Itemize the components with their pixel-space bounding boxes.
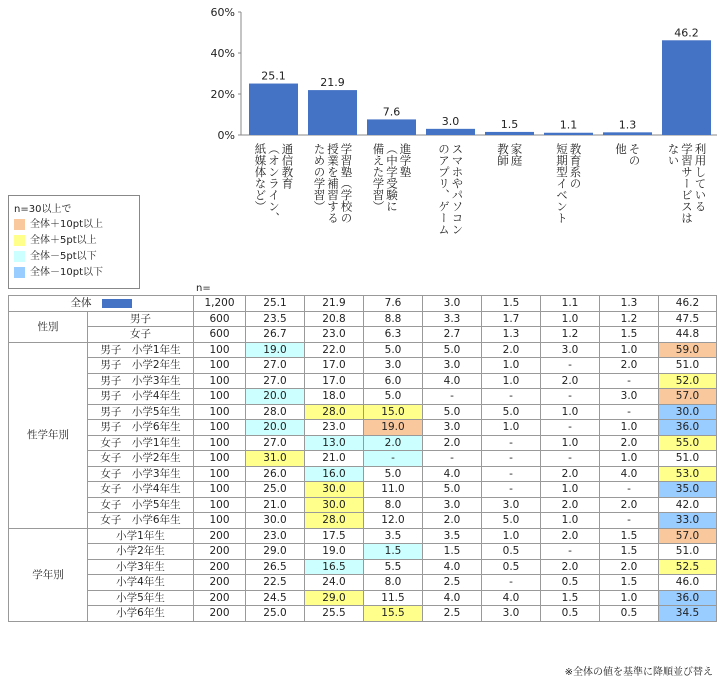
legend-label: 全体＋10pt以上 [30, 219, 103, 230]
table-cell: 0.5 [541, 575, 600, 591]
category-label: その 他 [614, 143, 642, 166]
table-cell: 52.0 [659, 373, 717, 389]
row-label: 女子 小学4年生 [88, 482, 194, 498]
table-cell: 1.7 [482, 311, 541, 327]
table-cell: 23.5 [246, 311, 305, 327]
table-cell: 25.0 [246, 606, 305, 622]
table-row [9, 466, 717, 482]
table-row [9, 528, 717, 544]
table-cell: 44.8 [659, 327, 717, 343]
table-cell: 19.0 [246, 342, 305, 358]
table-cell: 2.0 [600, 559, 659, 575]
legend-label: 全体＋5pt以上 [30, 235, 97, 246]
table-row [9, 342, 717, 358]
sample-size: 100 [194, 497, 246, 513]
table-cell: 22.0 [305, 342, 364, 358]
bar-value-label: 46.2 [674, 26, 699, 40]
table-cell: - [482, 435, 541, 451]
legend-title: n=30以上で [14, 204, 72, 215]
table-cell: 17.0 [305, 358, 364, 374]
table-cell: - [482, 451, 541, 467]
table-cell: 1.5 [600, 544, 659, 560]
table-cell: 1.0 [482, 373, 541, 389]
data-table [8, 295, 717, 622]
legend-item-plus5 [14, 234, 132, 248]
table-cell: 4.0 [423, 590, 482, 606]
table-cell: 1.0 [482, 420, 541, 436]
table-cell: 8.0 [364, 497, 423, 513]
table-cell: 27.0 [246, 373, 305, 389]
sample-size: 600 [194, 327, 246, 343]
sample-size: 100 [194, 342, 246, 358]
table-cell: 25.1 [246, 296, 305, 312]
table-cell: 1.5 [541, 590, 600, 606]
legend-swatch [14, 235, 25, 246]
row-label: 女子 [88, 327, 194, 343]
bar-value-label: 3.0 [441, 114, 460, 128]
table-cell: 42.0 [659, 497, 717, 513]
table-cell: 23.0 [305, 327, 364, 343]
legend-swatch [14, 267, 25, 278]
table-cell: 2.0 [423, 435, 482, 451]
sample-size: 100 [194, 404, 246, 420]
table-cell: 46.2 [659, 296, 717, 312]
table-cell: 25.5 [305, 606, 364, 622]
category-label: スマホやパソコン のアプリ、ゲーム [437, 143, 465, 235]
table-cell: 1.0 [541, 482, 600, 498]
table-cell: 4.0 [423, 466, 482, 482]
footnote: ※全体の値を基準に降順並び替え [564, 667, 713, 678]
table-cell: 27.0 [246, 435, 305, 451]
table-cell: 4.0 [423, 373, 482, 389]
table-cell: 0.5 [600, 606, 659, 622]
sample-size: 200 [194, 575, 246, 591]
table-cell: 21.0 [246, 497, 305, 513]
table-cell: 3.0 [423, 497, 482, 513]
bar [308, 90, 357, 135]
table-cell: 3.5 [423, 528, 482, 544]
sample-size: 200 [194, 606, 246, 622]
n-header: n= [196, 283, 211, 294]
table-cell: - [600, 404, 659, 420]
group-label: 性別 [9, 311, 88, 342]
table-cell: 2.7 [423, 327, 482, 343]
table-cell: 5.0 [423, 482, 482, 498]
table-cell: 2.0 [541, 528, 600, 544]
row-label: 男子 小学5年生 [88, 404, 194, 420]
table-row [9, 559, 717, 575]
table-cell: 19.0 [364, 420, 423, 436]
table-cell: 21.0 [305, 451, 364, 467]
table-row [9, 606, 717, 622]
category-label: 学習塾（学校の 授業を補習する ための学習） [312, 143, 354, 224]
sample-size: 100 [194, 466, 246, 482]
table-cell: 1.0 [541, 404, 600, 420]
table-cell: 3.0 [364, 358, 423, 374]
table-cell: 1.0 [541, 435, 600, 451]
table-cell: 51.0 [659, 451, 717, 467]
sample-size: 1,200 [194, 296, 246, 312]
table-cell: 51.0 [659, 358, 717, 374]
bar [249, 84, 298, 135]
table-cell: 46.0 [659, 575, 717, 591]
y-tick-label: 0% [217, 129, 235, 142]
table-cell: 15.5 [364, 606, 423, 622]
table-cell: - [541, 389, 600, 405]
table-cell: 28.0 [305, 513, 364, 529]
table-cell: 2.0 [600, 497, 659, 513]
y-tick-label: 60% [210, 6, 235, 19]
table-cell: 57.0 [659, 389, 717, 405]
table-cell: 8.8 [364, 311, 423, 327]
table-cell: 36.0 [659, 590, 717, 606]
table-cell: 1.2 [600, 311, 659, 327]
table-row [9, 435, 717, 451]
table-row [9, 327, 717, 343]
table-cell: 53.0 [659, 466, 717, 482]
table-cell: 23.0 [305, 420, 364, 436]
table-cell: 17.5 [305, 528, 364, 544]
table-cell: 3.0 [423, 420, 482, 436]
table-cell: 24.5 [246, 590, 305, 606]
table-cell: 16.5 [305, 559, 364, 575]
table-row [9, 358, 717, 374]
table-cell: 1.3 [600, 296, 659, 312]
table-cell: 25.0 [246, 482, 305, 498]
row-label [9, 296, 194, 312]
table-cell: 5.0 [364, 342, 423, 358]
table-cell: 12.0 [364, 513, 423, 529]
y-tick-label: 20% [210, 88, 235, 101]
table-cell: 1.5 [600, 327, 659, 343]
legend-item-minus5 [14, 250, 132, 264]
table-row [9, 544, 717, 560]
total-bar-swatch [102, 299, 132, 308]
legend-label: 全体－5pt以下 [30, 251, 97, 262]
table-cell: 1.0 [600, 342, 659, 358]
sample-size: 200 [194, 559, 246, 575]
table-cell: 11.5 [364, 590, 423, 606]
row-label: 女子 小学6年生 [88, 513, 194, 529]
bar [426, 129, 475, 135]
row-label: 女子 小学5年生 [88, 497, 194, 513]
table-cell: 19.0 [305, 544, 364, 560]
table-cell: 1.5 [600, 575, 659, 591]
table-cell: 4.0 [600, 466, 659, 482]
table-cell: - [541, 544, 600, 560]
table-cell: 3.0 [482, 497, 541, 513]
legend-item-plus10 [14, 218, 132, 232]
sample-size: 200 [194, 528, 246, 544]
table-cell: 26.5 [246, 559, 305, 575]
category-label: 教育系の 短期型イベント [555, 143, 583, 224]
y-tick-label: 40% [210, 47, 235, 60]
sample-size: 100 [194, 451, 246, 467]
table-cell: 8.0 [364, 575, 423, 591]
table-cell: 22.5 [246, 575, 305, 591]
table-cell: - [600, 373, 659, 389]
table-row [9, 404, 717, 420]
table-cell: - [541, 358, 600, 374]
bar-value-label: 25.1 [261, 69, 286, 83]
table-cell: 52.5 [659, 559, 717, 575]
row-label: 女子 小学2年生 [88, 451, 194, 467]
table-cell: 30.0 [659, 404, 717, 420]
table-cell: 1.5 [600, 528, 659, 544]
table-cell: 20.0 [246, 420, 305, 436]
table-cell: 3.0 [600, 389, 659, 405]
table-cell: 20.0 [246, 389, 305, 405]
table-cell: 5.0 [482, 513, 541, 529]
legend-swatch [14, 219, 25, 230]
table-cell: 1.1 [541, 296, 600, 312]
legend-label: 全体－10pt以下 [30, 267, 103, 278]
table-cell: 36.0 [659, 420, 717, 436]
table-cell: 16.0 [305, 466, 364, 482]
table-cell: 34.5 [659, 606, 717, 622]
sample-size: 100 [194, 482, 246, 498]
table-cell: 0.5 [482, 544, 541, 560]
table-cell: 2.5 [423, 606, 482, 622]
row-label: 男子 小学2年生 [88, 358, 194, 374]
row-label: 小学2年生 [88, 544, 194, 560]
table-cell: 5.0 [364, 466, 423, 482]
table-cell: 35.0 [659, 482, 717, 498]
table-cell: - [482, 466, 541, 482]
table-cell: 29.0 [305, 590, 364, 606]
table-cell: 18.0 [305, 389, 364, 405]
row-label: 男子 小学6年生 [88, 420, 194, 436]
row-label: 女子 小学1年生 [88, 435, 194, 451]
bar-value-label: 7.6 [382, 105, 401, 119]
sample-size: 100 [194, 358, 246, 374]
row-label: 男子 小学1年生 [88, 342, 194, 358]
table-cell: 5.0 [364, 389, 423, 405]
category-label: 進学塾 （中学受験に 備えた学習） [371, 143, 413, 212]
table-cell: 1.2 [541, 327, 600, 343]
table-cell: 2.0 [600, 358, 659, 374]
table-cell: 0.5 [541, 606, 600, 622]
table-cell: 5.0 [423, 342, 482, 358]
table-cell: 30.0 [305, 482, 364, 498]
sample-size: 100 [194, 373, 246, 389]
table-cell: - [482, 482, 541, 498]
table-row [9, 575, 717, 591]
table-row [9, 373, 717, 389]
bar [544, 133, 593, 135]
row-label: 小学1年生 [88, 528, 194, 544]
table-cell: 6.0 [364, 373, 423, 389]
bar [367, 119, 416, 135]
table-cell: - [423, 451, 482, 467]
row-label: 女子 小学3年生 [88, 466, 194, 482]
table-cell: 2.5 [423, 575, 482, 591]
table-cell: 55.0 [659, 435, 717, 451]
table-row [9, 497, 717, 513]
table-cell: 3.0 [423, 358, 482, 374]
table-cell: - [482, 389, 541, 405]
table-cell: 2.0 [482, 342, 541, 358]
table-cell: 4.0 [482, 590, 541, 606]
row-label: 男子 小学4年生 [88, 389, 194, 405]
table-cell: 2.0 [541, 373, 600, 389]
table-cell: 1.0 [541, 311, 600, 327]
table-cell: - [600, 482, 659, 498]
sample-size: 600 [194, 311, 246, 327]
table-cell: 5.0 [482, 404, 541, 420]
table-cell: 1.5 [482, 296, 541, 312]
row-label: 小学6年生 [88, 606, 194, 622]
sample-size: 100 [194, 420, 246, 436]
table-cell: 33.0 [659, 513, 717, 529]
table-cell: 3.0 [482, 606, 541, 622]
table-cell: 3.5 [364, 528, 423, 544]
table-cell: 0.5 [482, 559, 541, 575]
table-cell: 24.0 [305, 575, 364, 591]
table-row [9, 311, 717, 327]
table-cell: 2.0 [541, 466, 600, 482]
legend-item-minus10 [14, 266, 132, 280]
category-label: 通信教育 （オンライン、 紙媒体など） [253, 143, 295, 224]
table-cell: 17.0 [305, 373, 364, 389]
table-cell: 23.0 [246, 528, 305, 544]
table-cell: 29.0 [246, 544, 305, 560]
table-cell: 31.0 [246, 451, 305, 467]
legend [8, 195, 140, 289]
table-cell: - [482, 575, 541, 591]
table-cell: - [541, 420, 600, 436]
bar-value-label: 21.9 [320, 76, 345, 90]
table-cell: 59.0 [659, 342, 717, 358]
table-cell: - [364, 451, 423, 467]
table-cell: 1.0 [482, 528, 541, 544]
table-cell: 1.5 [364, 544, 423, 560]
table-row [9, 389, 717, 405]
table-cell: 21.9 [305, 296, 364, 312]
table-cell: 3.0 [423, 296, 482, 312]
table-cell: 2.0 [541, 559, 600, 575]
table-cell: 26.7 [246, 327, 305, 343]
table-row [9, 513, 717, 529]
table-cell: 1.3 [482, 327, 541, 343]
row-label: 男子 小学3年生 [88, 373, 194, 389]
table-cell: 1.0 [600, 420, 659, 436]
table-cell: 30.0 [305, 497, 364, 513]
sample-size: 200 [194, 544, 246, 560]
group-label: 学年別 [9, 528, 88, 621]
table-row [9, 451, 717, 467]
row-label: 男子 [88, 311, 194, 327]
table-row [9, 590, 717, 606]
bar [603, 132, 652, 135]
table-cell: - [541, 451, 600, 467]
table-cell: 1.0 [482, 358, 541, 374]
table-cell: 1.0 [541, 513, 600, 529]
table-cell: 1.0 [600, 451, 659, 467]
table-cell: 1.5 [423, 544, 482, 560]
table-cell: 11.0 [364, 482, 423, 498]
bar-value-label: 1.5 [500, 117, 519, 131]
table-cell: 26.0 [246, 466, 305, 482]
table-cell: 1.0 [600, 590, 659, 606]
table-row [9, 420, 717, 436]
table-cell: 28.0 [305, 404, 364, 420]
table-cell: 15.0 [364, 404, 423, 420]
table-cell: 28.0 [246, 404, 305, 420]
sample-size: 100 [194, 513, 246, 529]
table-row-total [9, 296, 717, 312]
table-cell: 27.0 [246, 358, 305, 374]
table-cell: 3.3 [423, 311, 482, 327]
bar-value-label: 1.1 [559, 118, 578, 132]
table-cell: 47.5 [659, 311, 717, 327]
table-cell: 4.0 [423, 559, 482, 575]
table-cell: 5.0 [423, 404, 482, 420]
table-cell: 57.0 [659, 528, 717, 544]
table-cell: - [423, 389, 482, 405]
bar [485, 132, 534, 135]
category-label: 利用している 学習サービスは ない [666, 143, 708, 224]
bar-value-label: 1.3 [618, 118, 637, 132]
bar [662, 40, 711, 135]
sample-size: 200 [194, 590, 246, 606]
table-cell: 7.6 [364, 296, 423, 312]
category-label: 家庭 教師 [496, 143, 524, 166]
row-label-text: 全体 [70, 297, 92, 310]
table-cell: - [600, 513, 659, 529]
table-cell: 51.0 [659, 544, 717, 560]
table-cell: 13.0 [305, 435, 364, 451]
table-cell: 6.3 [364, 327, 423, 343]
table-cell: 20.8 [305, 311, 364, 327]
group-label: 性学年別 [9, 342, 88, 528]
table-cell: 2.0 [541, 497, 600, 513]
table-cell: 2.0 [364, 435, 423, 451]
table-cell: 5.5 [364, 559, 423, 575]
table-row [9, 482, 717, 498]
sample-size: 100 [194, 435, 246, 451]
legend-swatch [14, 251, 25, 262]
sample-size: 100 [194, 389, 246, 405]
table-cell: 2.0 [423, 513, 482, 529]
row-label: 小学3年生 [88, 559, 194, 575]
table-cell: 30.0 [246, 513, 305, 529]
table-cell: 2.0 [600, 435, 659, 451]
row-label: 小学5年生 [88, 590, 194, 606]
table-cell: 3.0 [541, 342, 600, 358]
row-label: 小学4年生 [88, 575, 194, 591]
